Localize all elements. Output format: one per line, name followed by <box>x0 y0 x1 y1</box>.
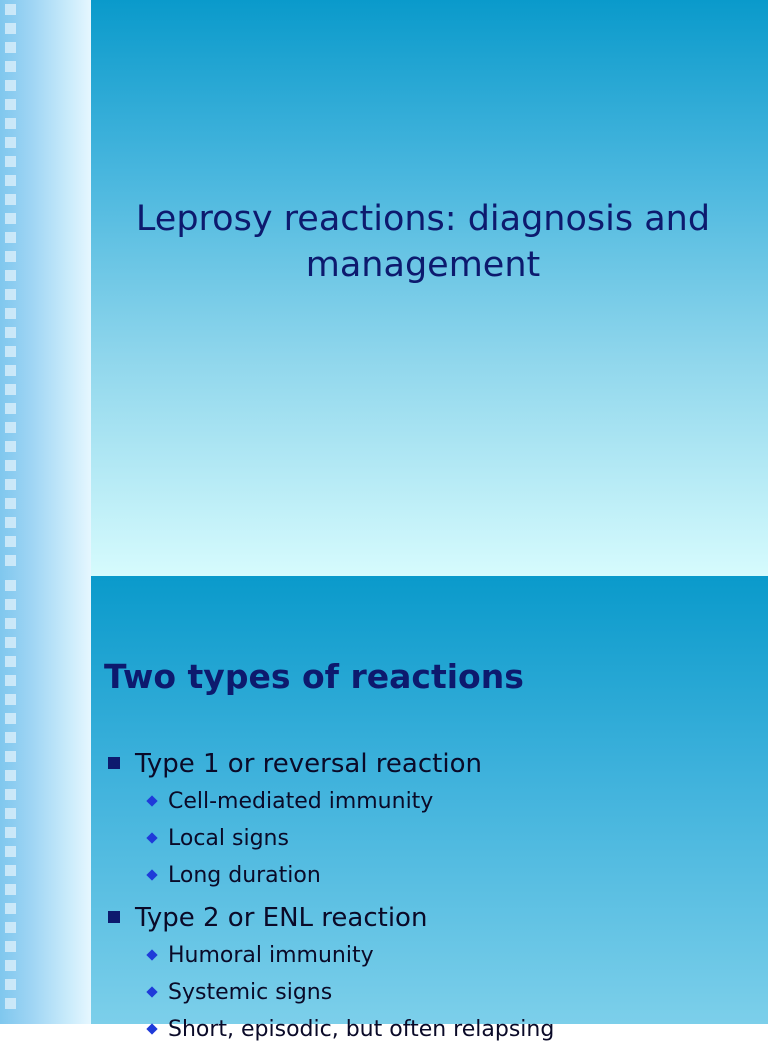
decorative-square <box>5 251 16 262</box>
decorative-square <box>5 441 16 452</box>
decorative-square <box>5 346 16 357</box>
slide-two-types <box>0 576 768 1042</box>
decorative-square <box>5 384 16 395</box>
decorative-square <box>5 498 16 509</box>
decorative-square <box>5 156 16 167</box>
decorative-square <box>5 99 16 110</box>
diamond-bullet-icon <box>146 1023 157 1034</box>
bullet-list: Type 1 or reversal reaction Cell-mediated immunity Local signs Long duration Type 2 or ENL reaction Humoral immunity Systemic signs Short, episodic, but often relapsing <box>0 576 768 1024</box>
decorative-square <box>5 194 16 205</box>
decorative-side-strip <box>0 0 91 576</box>
decorative-square <box>5 23 16 34</box>
decorative-square-column <box>5 0 21 576</box>
decorative-square <box>5 555 16 566</box>
slide-title-text: Leprosy reactions: diagnosis and management <box>135 199 711 285</box>
decorative-square <box>5 213 16 224</box>
decorative-square <box>5 479 16 490</box>
decorative-square <box>5 460 16 471</box>
diamond-bullet-icon <box>146 949 157 960</box>
decorative-square <box>5 536 16 547</box>
decorative-square <box>5 403 16 414</box>
decorative-square <box>5 517 16 528</box>
decorative-square <box>5 42 16 53</box>
diamond-bullet-icon <box>146 986 157 997</box>
decorative-square <box>5 80 16 91</box>
decorative-square <box>5 422 16 433</box>
square-bullet-icon <box>108 757 120 769</box>
decorative-square <box>5 289 16 300</box>
decorative-square <box>5 4 16 15</box>
decorative-square <box>5 118 16 129</box>
diamond-bullet-icon <box>146 832 157 843</box>
decorative-square <box>5 137 16 148</box>
decorative-square <box>5 175 16 186</box>
diamond-bullet-icon <box>146 795 157 806</box>
decorative-square <box>5 61 16 72</box>
decorative-square <box>5 232 16 243</box>
decorative-square <box>5 365 16 376</box>
square-bullet-icon <box>108 911 120 923</box>
decorative-square <box>5 308 16 319</box>
diamond-bullet-icon <box>146 869 157 880</box>
decorative-square <box>5 270 16 281</box>
slide-two-title: Two types of reactions <box>104 657 524 696</box>
decorative-square <box>5 327 16 338</box>
